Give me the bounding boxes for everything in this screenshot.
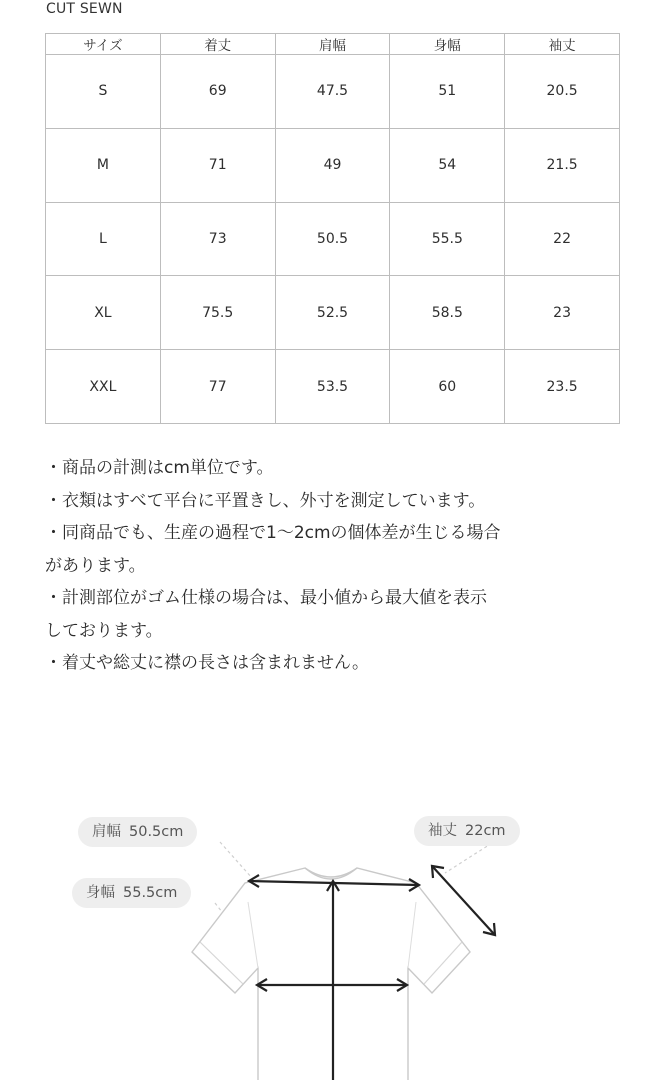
sleeve-leader-line: [445, 843, 492, 873]
note-line: ・同商品でも、生産の過程で1〜2cmの個体差が生じる場合: [45, 523, 501, 543]
column-header-length: 着丈: [160, 34, 275, 55]
table-cell: 21.5: [505, 128, 620, 202]
table-cell: 49: [275, 128, 390, 202]
table-cell: 20.5: [505, 55, 620, 129]
shoulder-leader-line: [220, 842, 252, 878]
table-cell: 51: [390, 55, 505, 129]
table-cell: 22: [505, 202, 620, 276]
sleeve-length-value: 22cm: [465, 823, 506, 839]
tshirt-outline: [192, 868, 470, 1080]
table-cell: 54: [390, 128, 505, 202]
note-line: ・計測部位がゴム仕様の場合は、最小値から最大値を表示: [45, 588, 487, 608]
table-cell: 47.5: [275, 55, 390, 129]
shoulder-width-label: [78, 817, 197, 847]
size-table: [45, 33, 620, 424]
shoulder-width-label-name: 肩幅: [92, 824, 121, 840]
table-cell: 52.5: [275, 276, 390, 350]
table-cell: 69: [160, 55, 275, 129]
table-cell: L: [46, 202, 161, 276]
note-line: しております。: [45, 620, 163, 641]
table-cell: 77: [160, 350, 275, 424]
column-header-size: サイズ: [46, 34, 161, 55]
note-line: ・衣類はすべて平台に平置きし、外寸を測定しています。: [45, 490, 486, 511]
note-line: ・着丈や総丈に襟の長さは含まれません。: [45, 653, 370, 673]
table-cell: 60: [390, 350, 505, 424]
column-header-sleeve: 袖丈: [505, 34, 620, 55]
table-cell: M: [46, 128, 161, 202]
table-cell: XXL: [46, 350, 161, 424]
table-cell: 75.5: [160, 276, 275, 350]
table-cell: 53.5: [275, 350, 390, 424]
table-cell: 23: [505, 276, 620, 350]
table-cell: 23.5: [505, 350, 620, 424]
sleeve-length-label-name: 袖丈: [428, 823, 457, 839]
shoulder-width-value: 50.5cm: [129, 824, 184, 840]
table-row: [46, 350, 620, 424]
table-header-row: [46, 34, 620, 55]
measurement-diagram: [0, 790, 668, 1080]
table-cell: 71: [160, 128, 275, 202]
table-cell: S: [46, 55, 161, 129]
table-cell: 55.5: [390, 202, 505, 276]
table-cell: 58.5: [390, 276, 505, 350]
chest-width-label: [72, 878, 191, 908]
table-row: [46, 55, 620, 129]
column-header-chest: 身幅: [390, 34, 505, 55]
table-cell: 73: [160, 202, 275, 276]
table-cell: XL: [46, 276, 161, 350]
table-cell: 50.5: [275, 202, 390, 276]
table-row: [46, 276, 620, 350]
page-title: CUT SEWN: [46, 1, 123, 17]
column-header-shoulder: 肩幅: [275, 34, 390, 55]
note-line: ・商品の計測はcm単位です。: [45, 458, 274, 478]
measurement-notes: [45, 452, 635, 680]
chest-width-label-name: 身幅: [86, 885, 115, 901]
table-row: [46, 202, 620, 276]
table-row: [46, 128, 620, 202]
note-line: があります。: [45, 555, 146, 576]
sleeve-length-label: [414, 816, 520, 846]
chest-width-value: 55.5cm: [123, 885, 178, 901]
